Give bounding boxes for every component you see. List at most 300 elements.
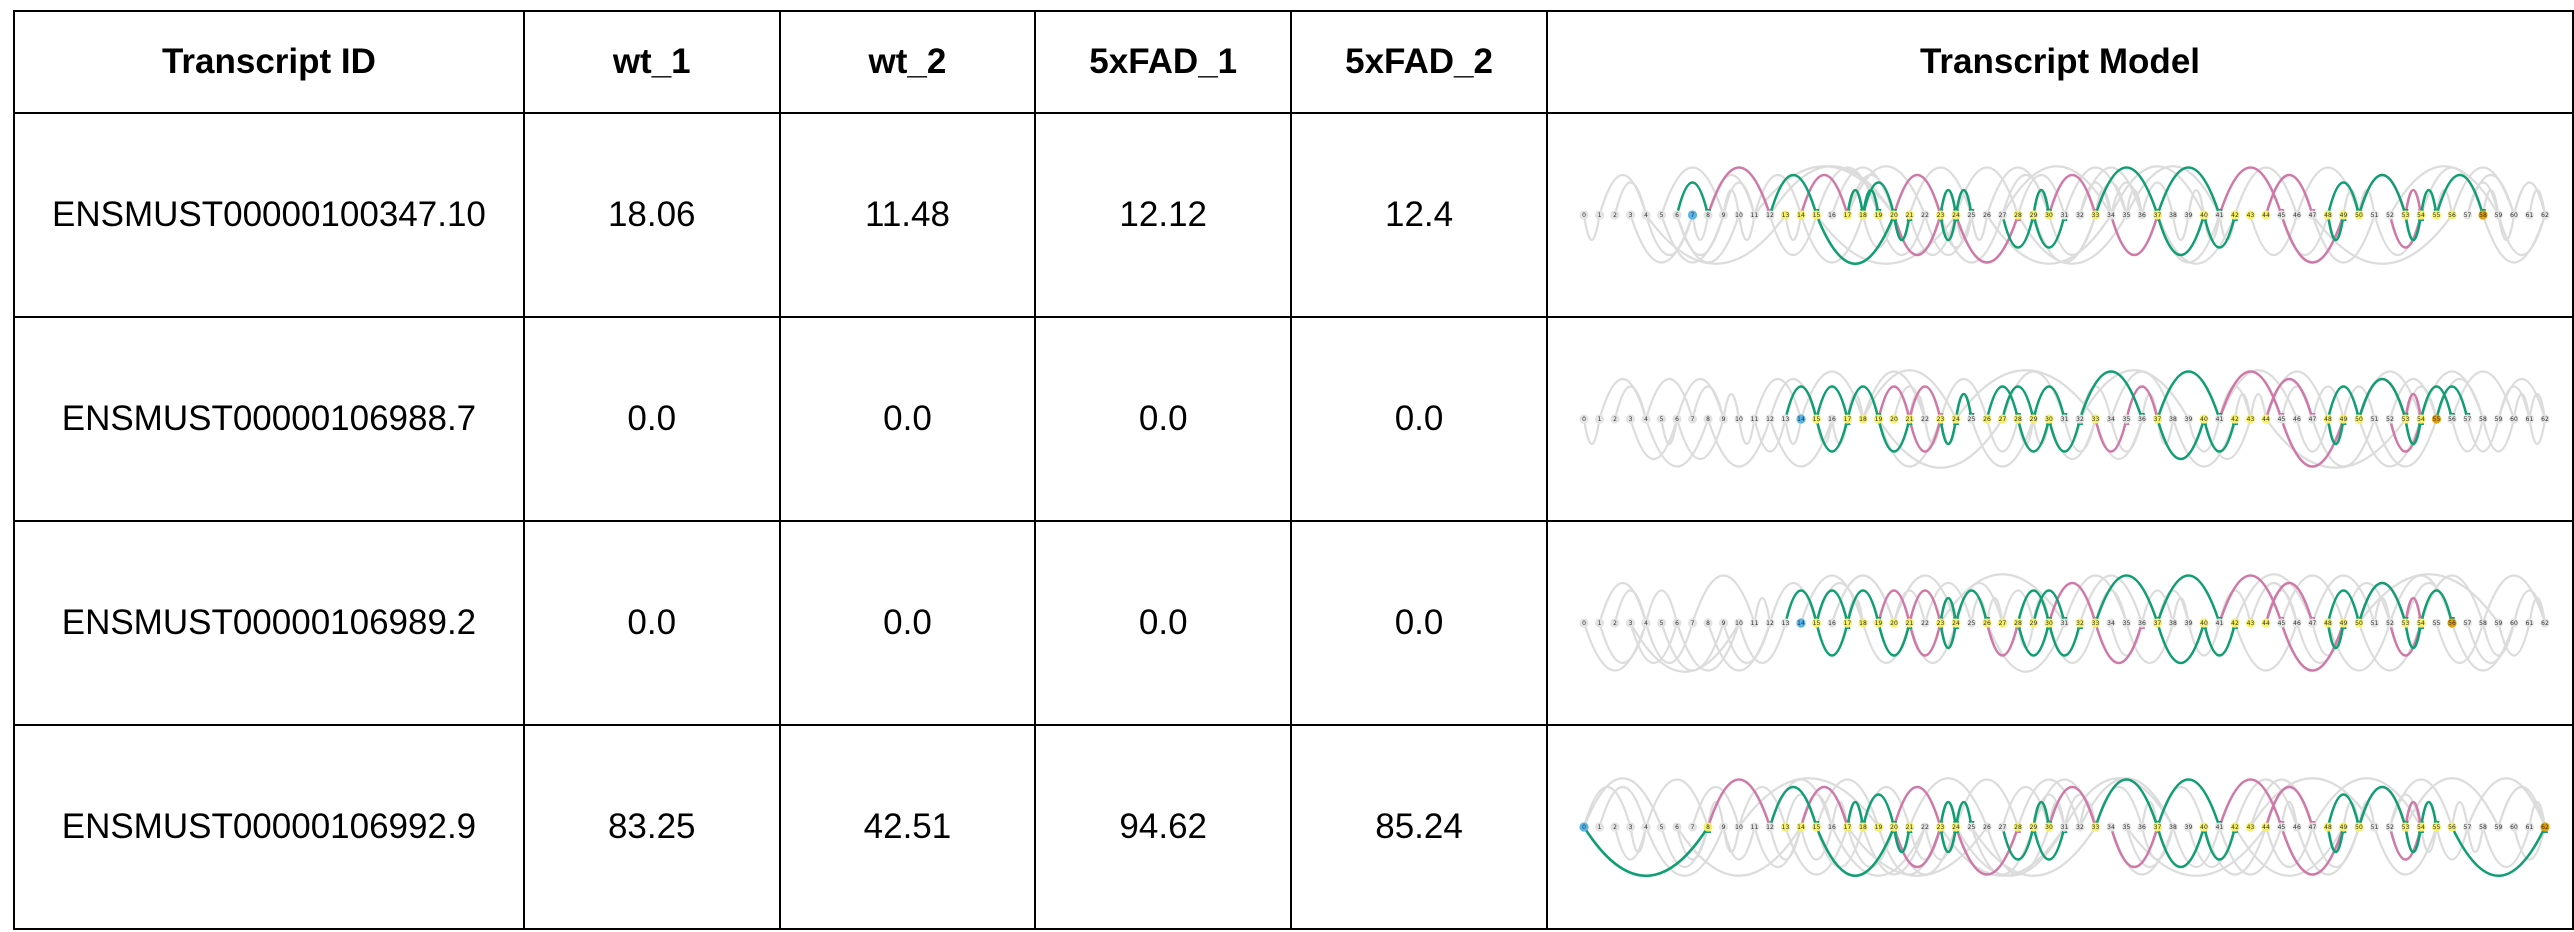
- graph-node-label: 62: [2541, 416, 2549, 423]
- green-arc: [2328, 387, 2359, 420]
- green-arc: [2095, 576, 2157, 624]
- graph-node-label: 48: [2324, 416, 2332, 423]
- graph-node-label: 59: [2494, 416, 2503, 423]
- graph-node-label: 15: [1812, 824, 1821, 831]
- graph-node-label: 11: [1750, 824, 1759, 831]
- 5xfad-1-cell: 0.0: [1035, 317, 1291, 521]
- graph-node-label: 8: [1706, 212, 1710, 219]
- graph-node-label: 52: [2386, 416, 2394, 423]
- graph-node-label: 43: [2246, 620, 2255, 627]
- graph-node-label: 14: [1797, 824, 1805, 831]
- graph-node-label: 15: [1812, 212, 1821, 219]
- graph-node-label: 1: [1597, 620, 1602, 627]
- graph-node-label: 59: [2494, 824, 2503, 831]
- graph-node-label: 36: [2138, 416, 2146, 423]
- green-arc: [2095, 168, 2157, 216]
- graph-node-label: 36: [2138, 620, 2146, 627]
- graph-node-label: 2: [1613, 620, 1617, 627]
- graph-node-label: 22: [1921, 620, 1929, 627]
- graph-node-label: 15: [1812, 620, 1821, 627]
- graph-node-label: 13: [1781, 620, 1790, 627]
- table-row: [14, 113, 2573, 317]
- table-row: [14, 521, 2573, 725]
- graph-node-label: 44: [2262, 824, 2270, 831]
- background-arc: [2498, 787, 2545, 827]
- green-arc: [2095, 780, 2157, 828]
- graph-node-label: 1: [1597, 824, 1602, 831]
- header-transcript-model: Transcript Model: [1547, 11, 2573, 113]
- graph-node-label: 62: [2541, 620, 2549, 627]
- background-arc: [1677, 827, 1801, 876]
- graph-node-label: 3: [1628, 416, 1633, 423]
- background-arc: [1801, 215, 1863, 263]
- graph-node-label: 55: [2432, 416, 2441, 423]
- graph-node-label: 10: [1735, 212, 1743, 219]
- graph-node-label: 57: [2463, 824, 2472, 831]
- graph-node-label: 46: [2293, 212, 2301, 219]
- graph-node-label: 13: [1781, 416, 1790, 423]
- graph-node-label: 51: [2370, 620, 2379, 627]
- graph-node-label: 4: [1644, 824, 1648, 831]
- graph-node-label: 23: [1936, 212, 1945, 219]
- graph-node-label: 56: [2448, 620, 2456, 627]
- graph-node-label: 9: [1721, 620, 1726, 627]
- graph-node-label: 45: [2277, 824, 2286, 831]
- graph-node-label: 8: [1706, 824, 1710, 831]
- graph-node-label: 29: [2029, 416, 2038, 423]
- graph-node-label: 2: [1613, 212, 1617, 219]
- graph-node-label: 53: [2401, 416, 2410, 423]
- graph-node-label: 7: [1690, 824, 1695, 831]
- green-arc: [2157, 780, 2219, 828]
- graph-node-label: 23: [1936, 824, 1945, 831]
- graph-node-label: 28: [2014, 824, 2022, 831]
- graph-node-label: 54: [2417, 416, 2425, 423]
- graph-node-label: 32: [2076, 620, 2084, 627]
- green-arc: [2049, 419, 2080, 452]
- graph-node-label: 54: [2417, 620, 2425, 627]
- graph-node-label: 43: [2246, 416, 2255, 423]
- graph-node-label: 39: [2184, 824, 2193, 831]
- green-arc: [2049, 623, 2080, 656]
- graph-node-label: 41: [2215, 620, 2224, 627]
- green-arc: [2157, 215, 2204, 255]
- green-arc: [1816, 215, 1894, 264]
- graph-node-label: 3: [1628, 620, 1633, 627]
- background-arc: [1692, 387, 1723, 420]
- background-arc: [2126, 623, 2173, 663]
- graph-node-label: 41: [2215, 824, 2224, 831]
- graph-node-label: 60: [2510, 620, 2518, 627]
- graph-node-label: 5: [1659, 416, 1664, 423]
- transcript-model-cell: [1547, 521, 2573, 725]
- graph-node-label: 44: [2262, 620, 2270, 627]
- graph-node-label: 18: [1859, 620, 1867, 627]
- graph-node-label: 38: [2169, 620, 2177, 627]
- graph-node-label: 30: [2045, 212, 2053, 219]
- graph-node-label: 28: [2014, 620, 2022, 627]
- graph-node-label: 34: [2107, 416, 2115, 423]
- graph-node-label: 5: [1659, 212, 1664, 219]
- graph-node-label: 26: [1983, 620, 1991, 627]
- graph-node-label: 58: [2479, 212, 2487, 219]
- background-arc: [2498, 379, 2545, 419]
- graph-node-label: 48: [2324, 824, 2332, 831]
- graph-node-label: 26: [1983, 212, 1991, 219]
- background-arc: [2235, 827, 2344, 876]
- graph-node-label: 33: [2091, 416, 2100, 423]
- graph-node-label: 43: [2246, 824, 2255, 831]
- graph-node-label: 24: [1952, 620, 1960, 627]
- graph-node-label: 62: [2541, 824, 2549, 831]
- graph-node-label: 31: [2060, 824, 2069, 831]
- wt-2-cell: 11.48: [780, 113, 1036, 317]
- graph-node-label: 55: [2432, 620, 2441, 627]
- graph-node-label: 56: [2448, 824, 2456, 831]
- graph-node-label: 6: [1675, 824, 1679, 831]
- graph-node-label: 9: [1721, 416, 1726, 423]
- background-arc: [2111, 372, 2173, 420]
- graph-node-label: 0: [1582, 620, 1586, 627]
- graph-node-label: 15: [1812, 416, 1821, 423]
- graph-node-label: 60: [2510, 212, 2518, 219]
- graph-node-label: 25: [1967, 824, 1976, 831]
- graph-node-label: 60: [2510, 824, 2518, 831]
- graph-node-label: 27: [1998, 620, 2007, 627]
- graph-node-label: 24: [1952, 824, 1960, 831]
- graph-node-label: 47: [2308, 824, 2317, 831]
- graph-node-label: 58: [2479, 824, 2487, 831]
- graph-node-label: 4: [1644, 416, 1648, 423]
- green-arc: [1677, 183, 1708, 216]
- graph-node-label: 47: [2308, 620, 2317, 627]
- graph-node-label: 6: [1675, 416, 1679, 423]
- graph-node-label: 31: [2060, 416, 2069, 423]
- graph-node-label: 52: [2386, 212, 2394, 219]
- table-row: [14, 725, 2573, 929]
- header-transcript-id: Transcript ID: [14, 11, 524, 113]
- graph-node-label: 36: [2138, 824, 2146, 831]
- green-arc: [2157, 168, 2219, 216]
- green-arc: [1878, 419, 1909, 452]
- graph-node-label: 27: [1998, 416, 2007, 423]
- graph-node-label: 11: [1750, 416, 1759, 423]
- graph-node-label: 21: [1905, 416, 1914, 423]
- graph-node-label: 3: [1628, 824, 1633, 831]
- pink-arc: [2111, 215, 2158, 255]
- graph-node-label: 14: [1797, 212, 1805, 219]
- pink-arc: [2095, 419, 2126, 452]
- graph-node-label: 4: [1644, 212, 1648, 219]
- background-arc: [1661, 168, 1723, 216]
- transcript-model-graph: [1548, 524, 2570, 722]
- green-arc: [2033, 387, 2064, 420]
- graph-node-label: 51: [2370, 416, 2379, 423]
- graph-node-label: 38: [2169, 416, 2177, 423]
- pink-arc: [2266, 379, 2313, 419]
- green-arc: [2157, 372, 2219, 420]
- graph-node-label: 16: [1828, 212, 1836, 219]
- background-arc: [1987, 419, 2018, 452]
- graph-node-label: 26: [1983, 824, 1991, 831]
- background-arc: [1615, 387, 1646, 420]
- graph-node-label: 55: [2432, 212, 2441, 219]
- graph-node-label: 40: [2200, 212, 2208, 219]
- graph-node-label: 32: [2076, 212, 2084, 219]
- graph-node-label: 17: [1843, 824, 1852, 831]
- graph-node-label: 50: [2355, 824, 2363, 831]
- graph-node-label: 0: [1582, 212, 1586, 219]
- transcript-id-cell: ENSMUST00000106988.7: [14, 317, 524, 521]
- graph-node-label: 53: [2401, 212, 2410, 219]
- graph-node-label: 31: [2060, 620, 2069, 627]
- background-arc: [1599, 623, 1646, 663]
- green-arc: [2204, 419, 2235, 452]
- transcript-table: [13, 10, 2574, 930]
- header-row: [14, 11, 2573, 113]
- graph-node-label: 41: [2215, 212, 2224, 219]
- graph-node-label: 35: [2122, 212, 2131, 219]
- graph-node-label: 48: [2324, 620, 2332, 627]
- graph-node-label: 59: [2494, 620, 2503, 627]
- wt-2-cell: 0.0: [780, 521, 1036, 725]
- graph-node-label: 39: [2184, 416, 2193, 423]
- graph-node-label: 30: [2045, 620, 2053, 627]
- graph-node-label: 30: [2045, 416, 2053, 423]
- graph-node-label: 50: [2355, 416, 2363, 423]
- green-arc: [1584, 827, 1708, 876]
- graph-node-label: 24: [1952, 212, 1960, 219]
- background-arc: [2436, 827, 2467, 860]
- graph-node-label: 34: [2107, 212, 2115, 219]
- graph-node-label: 10: [1735, 620, 1743, 627]
- graph-node-label: 7: [1690, 620, 1695, 627]
- graph-node-label: 56: [2448, 416, 2456, 423]
- graph-node-label: 61: [2525, 824, 2534, 831]
- background-arc: [2483, 419, 2514, 452]
- graph-node-label: 48: [2324, 212, 2332, 219]
- table-row: [14, 317, 2573, 521]
- graph-node-label: 6: [1675, 620, 1679, 627]
- graph-node-label: 60: [2510, 416, 2518, 423]
- graph-node-label: 21: [1905, 824, 1914, 831]
- graph-node-label: 27: [1998, 212, 2007, 219]
- graph-node-label: 37: [2153, 416, 2162, 423]
- graph-node-label: 57: [2463, 620, 2472, 627]
- graph-node-label: 25: [1967, 416, 1976, 423]
- graph-node-label: 47: [2308, 212, 2317, 219]
- transcript-model-graph: [1548, 320, 2570, 518]
- graph-node-label: 5: [1659, 824, 1664, 831]
- wt-2-cell: 0.0: [780, 317, 1036, 521]
- background-arc: [1646, 780, 1708, 828]
- graph-node-label: 57: [2463, 416, 2472, 423]
- graph-node-label: 58: [2479, 416, 2487, 423]
- graph-node-label: 24: [1952, 416, 1960, 423]
- background-arc: [1940, 379, 1987, 419]
- pink-arc: [2219, 168, 2281, 216]
- graph-node-label: 35: [2122, 824, 2131, 831]
- graph-node-label: 17: [1843, 620, 1852, 627]
- graph-node-label: 2: [1613, 416, 1617, 423]
- graph-node-label: 7: [1690, 416, 1695, 423]
- graph-node-label: 44: [2262, 416, 2270, 423]
- green-arc: [1770, 787, 1817, 827]
- graph-node-label: 38: [2169, 212, 2177, 219]
- graph-node-label: 42: [2231, 212, 2239, 219]
- graph-node-label: 13: [1781, 824, 1790, 831]
- graph-node-label: 0: [1582, 416, 1586, 423]
- graph-node-label: 38: [2169, 824, 2177, 831]
- graph-node-label: 42: [2231, 620, 2239, 627]
- graph-node-label: 29: [2029, 824, 2038, 831]
- green-arc: [1816, 387, 1847, 420]
- graph-node-label: 31: [2060, 212, 2069, 219]
- graph-node-label: 47: [2308, 416, 2317, 423]
- transcript-id-cell: ENSMUST00000100347.10: [14, 113, 524, 317]
- transcript-model-graph: [1548, 116, 2570, 314]
- graph-node-label: 42: [2231, 416, 2239, 423]
- graph-node-label: 3: [1628, 212, 1633, 219]
- graph-node-label: 8: [1706, 416, 1710, 423]
- graph-node-label: 45: [2277, 416, 2286, 423]
- graph-node-label: 32: [2076, 416, 2084, 423]
- graph-node-label: 44: [2262, 212, 2270, 219]
- graph-node-label: 33: [2091, 212, 2100, 219]
- graph-node-label: 12: [1766, 620, 1774, 627]
- graph-node-label: 56: [2448, 212, 2456, 219]
- graph-node-label: 9: [1721, 824, 1726, 831]
- graph-node-label: 61: [2525, 620, 2534, 627]
- graph-node-label: 13: [1781, 212, 1790, 219]
- background-arc: [1692, 576, 1754, 624]
- graph-node-label: 62: [2541, 212, 2549, 219]
- graph-node-label: 36: [2138, 212, 2146, 219]
- graph-node-label: 1: [1597, 212, 1602, 219]
- green-arc: [2204, 623, 2235, 656]
- graph-node-label: 34: [2107, 824, 2115, 831]
- wt-1-cell: 0.0: [524, 317, 780, 521]
- graph-node-label: 32: [2076, 824, 2084, 831]
- green-arc: [1878, 623, 1909, 656]
- graph-node-label: 1: [1597, 416, 1602, 423]
- graph-node-label: 57: [2463, 212, 2472, 219]
- header-wt-1: wt_1: [524, 11, 780, 113]
- graph-node-label: 43: [2246, 212, 2255, 219]
- graph-node-label: 20: [1890, 620, 1898, 627]
- graph-node-label: 7: [1690, 212, 1695, 219]
- background-arc: [2483, 623, 2514, 656]
- wt-1-cell: 0.0: [524, 521, 780, 725]
- graph-node-label: 11: [1750, 620, 1759, 627]
- pink-arc: [2219, 372, 2281, 420]
- graph-node-label: 20: [1890, 824, 1898, 831]
- graph-node-label: 40: [2200, 620, 2208, 627]
- background-arc: [1615, 591, 1646, 624]
- graph-node-label: 10: [1735, 824, 1743, 831]
- graph-node-label: 40: [2200, 416, 2208, 423]
- 5xfad-2-cell: 85.24: [1291, 725, 1547, 929]
- background-arc: [2049, 215, 2096, 255]
- pink-arc: [1987, 623, 2018, 656]
- graph-node-label: 0: [1582, 824, 1586, 831]
- graph-node-label: 51: [2370, 212, 2379, 219]
- background-arc: [2080, 576, 2142, 624]
- pink-arc: [2219, 780, 2281, 828]
- background-arc: [1615, 183, 1646, 216]
- graph-node-label: 27: [1998, 824, 2007, 831]
- transcript-id-cell: ENSMUST00000106989.2: [14, 521, 524, 725]
- graph-node-label: 18: [1859, 824, 1867, 831]
- pink-arc: [1894, 787, 1941, 827]
- graph-node-label: 19: [1874, 212, 1883, 219]
- graph-node-label: 10: [1735, 416, 1743, 423]
- background-arc: [1646, 591, 1677, 624]
- header-wt-2: wt_2: [780, 11, 1036, 113]
- transcript-id-cell: ENSMUST00000106992.9: [14, 725, 524, 929]
- graph-node-label: 9: [1721, 212, 1726, 219]
- graph-node-label: 26: [1983, 416, 1991, 423]
- graph-node-label: 51: [2370, 824, 2379, 831]
- graph-node-label: 46: [2293, 620, 2301, 627]
- graph-node-label: 49: [2339, 212, 2348, 219]
- background-arc: [2452, 419, 2483, 452]
- 5xfad-2-cell: 0.0: [1291, 521, 1547, 725]
- graph-node-label: 22: [1921, 824, 1929, 831]
- 5xfad-2-cell: 0.0: [1291, 317, 1547, 521]
- graph-node-label: 5: [1659, 620, 1664, 627]
- graph-node-label: 46: [2293, 416, 2301, 423]
- graph-node-label: 35: [2122, 620, 2131, 627]
- wt-2-cell: 42.51: [780, 725, 1036, 929]
- graph-node-label: 54: [2417, 824, 2425, 831]
- background-arc: [2467, 419, 2498, 452]
- green-arc: [2157, 576, 2219, 624]
- graph-node-label: 2: [1613, 824, 1617, 831]
- background-arc: [1708, 419, 1770, 467]
- graph-node-label: 14: [1797, 416, 1805, 423]
- wt-1-cell: 18.06: [524, 113, 780, 317]
- graph-node-label: 23: [1936, 620, 1945, 627]
- graph-node-label: 25: [1967, 212, 1976, 219]
- graph-node-label: 8: [1706, 620, 1710, 627]
- graph-node-label: 39: [2184, 620, 2193, 627]
- graph-node-label: 21: [1905, 620, 1914, 627]
- 5xfad-1-cell: 0.0: [1035, 521, 1291, 725]
- graph-node-label: 39: [2184, 212, 2193, 219]
- transcript-model-cell: [1547, 317, 2573, 521]
- graph-node-label: 37: [2153, 620, 2162, 627]
- graph-node-label: 12: [1766, 416, 1774, 423]
- graph-node-label: 18: [1859, 212, 1867, 219]
- graph-node-label: 34: [2107, 620, 2115, 627]
- green-arc: [2359, 175, 2406, 215]
- graph-node-label: 55: [2432, 824, 2441, 831]
- header-5xfad-1: 5xFAD_1: [1035, 11, 1291, 113]
- pink-arc: [2095, 623, 2142, 663]
- graph-node-label: 16: [1828, 416, 1836, 423]
- graph-node-label: 23: [1936, 416, 1945, 423]
- pink-arc: [1878, 387, 1909, 420]
- graph-node-label: 19: [1874, 824, 1883, 831]
- transcript-model-cell: [1547, 113, 2573, 317]
- graph-node-label: 52: [2386, 620, 2394, 627]
- graph-node-label: 45: [2277, 620, 2286, 627]
- graph-node-label: 33: [2091, 824, 2100, 831]
- graph-node-label: 37: [2153, 212, 2162, 219]
- green-arc: [2359, 379, 2406, 419]
- graph-node-label: 61: [2525, 416, 2534, 423]
